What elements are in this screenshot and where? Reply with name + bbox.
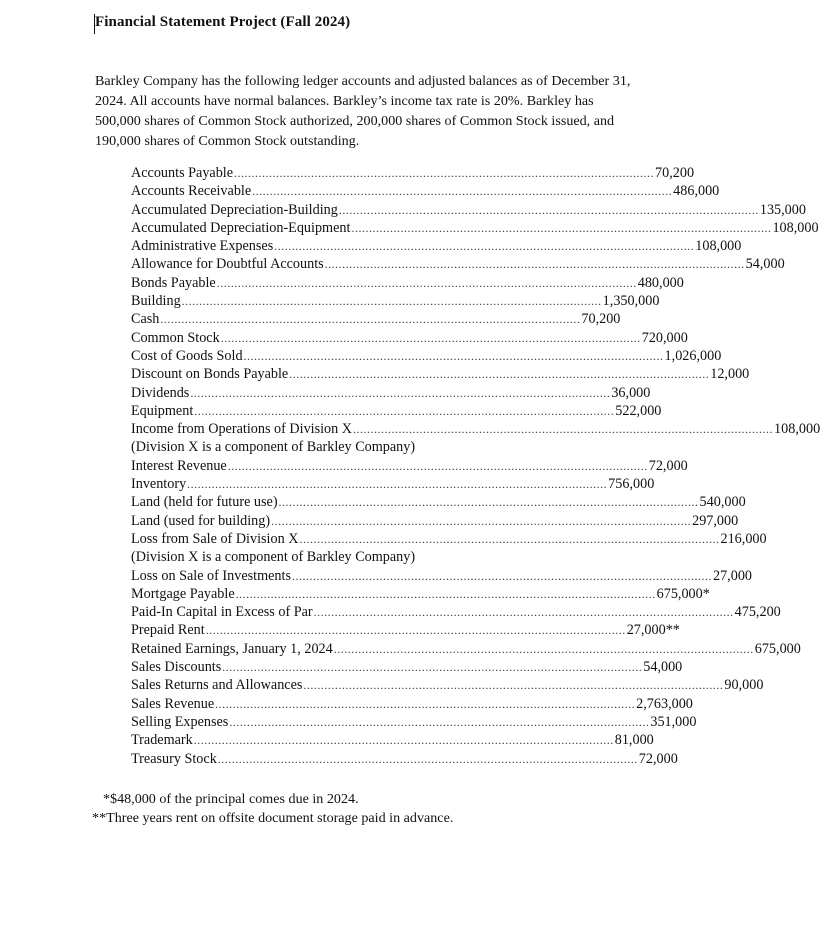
account-name: Land (used for building) <box>131 512 271 529</box>
account-name: Mortgage Payable <box>131 585 235 602</box>
dot-leader: ........................................................................................................................ <box>252 184 673 199</box>
document-title: Financial Statement Project (Fall 2024) <box>95 14 351 30</box>
dot-leader: ........................................................................................................................ <box>289 367 710 382</box>
account-name: Treasury Stock <box>131 750 217 767</box>
dot-leader: ........................................................................................................................ <box>353 422 774 437</box>
account-name: Dividends <box>131 384 190 401</box>
ledger-note-row <box>131 438 531 456</box>
account-name: Cost of Goods Sold <box>131 347 243 364</box>
intro-line: 190,000 shares of Common Stock outstanding. <box>95 133 360 149</box>
account-balance: 27,000 <box>712 567 752 584</box>
dot-leader: ........................................................................................................................ <box>313 605 734 620</box>
account-name: Income from Operations of Division X <box>131 421 353 438</box>
account-name: Prepaid Rent <box>131 622 205 639</box>
account-name: Administrative Expenses <box>131 238 274 255</box>
ledger-account-row <box>131 567 752 585</box>
dot-leader: ........................................................................................................................ <box>351 220 772 235</box>
footnote-prepaid-rent: **Three years rent on offsite document storage paid in advance. <box>92 810 454 826</box>
ledger-account-row <box>131 274 684 292</box>
account-name: Building <box>131 293 181 310</box>
account-balance: 90,000 <box>724 677 764 694</box>
account-balance: 1,350,000 <box>602 293 660 310</box>
ledger-account-row <box>131 164 695 182</box>
dot-leader: ........................................................................................................................ <box>324 257 745 272</box>
dot-leader: ........................................................................................................................ <box>235 586 656 601</box>
ledger-account-row <box>131 621 680 639</box>
account-balance: 12,000 <box>710 366 750 383</box>
account-name: Bonds Payable <box>131 274 216 291</box>
ledger-account-row <box>131 658 683 676</box>
account-name: Equipment <box>131 402 194 419</box>
account-name: (Division X is a component of Barkley Company) <box>131 549 416 566</box>
dot-leader: ........................................................................................................................ <box>227 458 648 473</box>
dot-leader: ........................................................................................................................ <box>299 531 720 546</box>
account-balance: 720,000 <box>641 329 688 346</box>
account-balance: 36,000 <box>611 384 651 401</box>
intro-paragraph <box>95 71 735 151</box>
account-balance: 135,000 <box>759 201 806 218</box>
account-name: Sales Revenue <box>131 695 215 712</box>
ledger-account-row <box>131 365 750 383</box>
ledger-account-row <box>131 695 693 713</box>
account-balance: 675,000 <box>754 640 801 657</box>
dot-leader: ........................................................................................................................ <box>229 714 650 729</box>
dot-leader: ........................................................................................................................ <box>193 733 614 748</box>
account-name: Interest Revenue <box>131 457 227 474</box>
account-balance: 27,000** <box>626 622 680 639</box>
account-name: Retained Earnings, January 1, 2024 <box>131 640 333 657</box>
account-balance: 70,200 <box>581 311 621 328</box>
dot-leader: ........................................................................................................................ <box>291 568 712 583</box>
intro-line: 2024. All accounts have normal balances. Barkley’s income tax rate is 20%. Barkley has <box>95 93 594 109</box>
dot-leader: ........................................................................................................................ <box>222 660 643 675</box>
account-balance: 216,000 <box>720 530 767 547</box>
dot-leader: ........................................................................................................................ <box>333 641 754 656</box>
ledger-account-row <box>131 603 781 621</box>
ledger-account-row <box>131 731 654 749</box>
dot-leader: ........................................................................................................................ <box>187 477 608 492</box>
dot-leader: ........................................................................................................................ <box>303 678 724 693</box>
account-balance: 108,000 <box>695 238 742 255</box>
account-balance: 72,000 <box>648 457 688 474</box>
account-name: Inventory <box>131 476 187 493</box>
dot-leader: ........................................................................................................................ <box>215 696 636 711</box>
account-balance: 297,000 <box>692 512 739 529</box>
intro-line: 500,000 shares of Common Stock authorized, 200,000 shares of Common Stock issued, and <box>95 113 615 129</box>
account-name: Allowance for Doubtful Accounts <box>131 256 324 273</box>
account-balance: 108,000 <box>774 421 821 438</box>
dot-leader: ........................................................................................................................ <box>217 751 638 766</box>
account-balance: 540,000 <box>699 494 746 511</box>
account-balance: 2,763,000 <box>636 695 693 712</box>
dot-leader: ........................................................................................................................ <box>216 275 637 290</box>
dot-leader: ........................................................................................................................ <box>160 312 581 327</box>
account-name: Trademark <box>131 732 193 749</box>
dot-leader: ........................................................................................................................ <box>338 202 759 217</box>
dot-leader: ........................................................................................................................ <box>181 294 602 309</box>
footnotes <box>92 790 453 828</box>
ledger-account-row <box>131 201 806 219</box>
account-balance: 54,000 <box>643 659 683 676</box>
account-name: Accounts Receivable <box>131 183 252 200</box>
account-name: (Division X is a component of Barkley Company) <box>131 439 416 456</box>
account-name: Selling Expenses <box>131 713 229 730</box>
ledger-account-row <box>131 750 678 768</box>
account-name: Loss on Sale of Investments <box>131 567 291 584</box>
account-name: Accumulated Depreciation-Building <box>131 201 338 218</box>
dot-leader: ........................................................................................................................ <box>220 330 641 345</box>
dot-leader: ........................................................................................................................ <box>271 513 692 528</box>
account-balance: 54,000 <box>745 256 785 273</box>
ledger-account-row <box>131 493 746 511</box>
account-balance: 480,000 <box>637 274 684 291</box>
ledger-account-row <box>131 640 801 658</box>
dot-leader: ........................................................................................................................ <box>205 623 626 638</box>
dot-leader: ........................................................................................................................ <box>194 403 615 418</box>
ledger-account-row <box>131 292 660 310</box>
account-balance: 486,000 <box>673 183 720 200</box>
account-balance: 756,000 <box>608 476 655 493</box>
ledger-account-row <box>131 310 621 328</box>
account-balance: 81,000 <box>614 732 654 749</box>
account-balance: 475,200 <box>734 604 781 621</box>
ledger-account-row <box>131 530 767 548</box>
account-name: Sales Discounts <box>131 659 222 676</box>
ledger-account-row <box>131 457 688 475</box>
account-balance: 72,000 <box>638 750 678 767</box>
ledger-account-row <box>131 512 739 530</box>
account-name: Cash <box>131 311 160 328</box>
account-name: Loss from Sale of Division X <box>131 530 299 547</box>
ledger-account-row <box>131 255 785 273</box>
account-balance: 70,200 <box>655 165 695 181</box>
account-name: Accounts Payable <box>131 165 234 181</box>
footnote-mortgage: *$48,000 of the principal comes due in 2024. <box>103 791 359 807</box>
ledger-account-row <box>131 713 697 731</box>
account-name: Common Stock <box>131 329 220 346</box>
account-balance: 351,000 <box>650 713 697 730</box>
dot-leader: ........................................................................................................................ <box>190 385 611 400</box>
ledger-account-row <box>131 182 720 200</box>
ledger-account-row <box>131 347 722 365</box>
dot-leader: ........................................................................................................................ <box>234 166 655 180</box>
ledger-account-row <box>131 585 710 603</box>
account-name: Discount on Bonds Payable <box>131 366 289 383</box>
ledger-account-row <box>131 219 819 237</box>
account-balance: 675,000* <box>656 585 710 602</box>
ledger-account-row <box>131 420 821 438</box>
ledger-account-list <box>131 164 821 768</box>
ledger-account-row <box>131 237 742 255</box>
dot-leader: ........................................................................................................................ <box>243 348 664 363</box>
ledger-note-row <box>131 548 531 566</box>
ledger-account-row <box>131 384 651 402</box>
account-name: Sales Returns and Allowances <box>131 677 303 694</box>
intro-line: Barkley Company has the following ledger accounts and adjusted balances as of December 31, <box>95 73 631 89</box>
account-name: Accumulated Depreciation-Equipment <box>131 219 351 236</box>
account-balance: 1,026,000 <box>664 347 722 364</box>
dot-leader: ........................................................................................................................ <box>274 239 695 254</box>
dot-leader: ........................................................................................................................ <box>278 495 699 510</box>
ledger-account-row <box>131 676 764 694</box>
ledger-account-row <box>131 402 662 420</box>
ledger-account-row <box>131 329 688 347</box>
account-balance: 522,000 <box>615 402 662 419</box>
account-name: Paid-In Capital in Excess of Par <box>131 604 313 621</box>
account-balance: 108,000 <box>772 219 819 236</box>
account-name: Land (held for future use) <box>131 494 278 511</box>
ledger-account-row <box>131 475 655 493</box>
